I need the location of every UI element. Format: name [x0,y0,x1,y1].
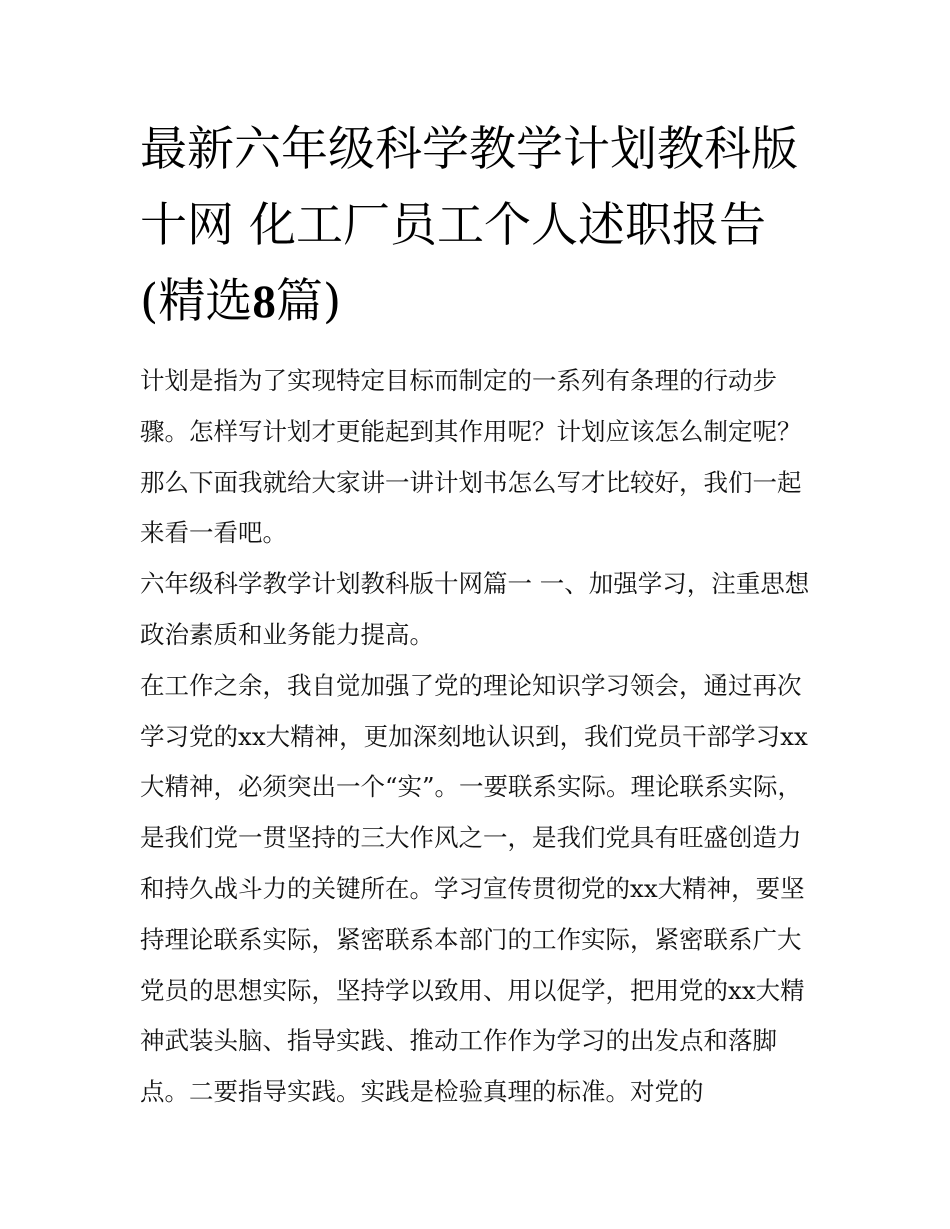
title-text-part2: 篇) [275,274,342,329]
document-body [140,356,820,1118]
title-text-part1: 最新六年级科学教学计划教科版十网 化工厂员工个人述职报告(精选 [140,122,798,329]
paragraph-intro: 计划是指为了实现特定目标而制定的一系列有条理的行动步骤。怎样写计划才更能起到其作用呢？计划应该怎么制定呢？那么下面我就给大家讲一讲计划书怎么写才比较好，我们一起来看一看吧。 [140,366,802,548]
paragraph-body: 在工作之余，我自觉加强了党的理论知识学习领会，通过再次学习党的xx大精神，更加深刻地认识到，我们党员干部学习xx大精神，必须突出一个“实”。一要联系实际。理论联系实际，是我们党一贯坚持的三大作风之一，是我们党具有旺盛创造力和持久战斗力的关键所在。学习宣传贯彻党的xx大精神，要坚持理论联系实际，紧密联系本部门的工作实际，紧密联系广大党员的思想实际，坚持学以致用、用以促学，把用党的xx大精神武装头脑、指导实践、推动工作作为学习的出发点和落脚点。二要指导实践。实践是检验真理的标准。对党的 [140,670,808,1107]
document-title [140,112,820,340]
paragraph-section-heading: 六年级科学教学计划教科版十网篇一 一、加强学习，注重思想政治素质和业务能力提高。 [140,569,810,649]
title-number: 8 [252,276,276,328]
